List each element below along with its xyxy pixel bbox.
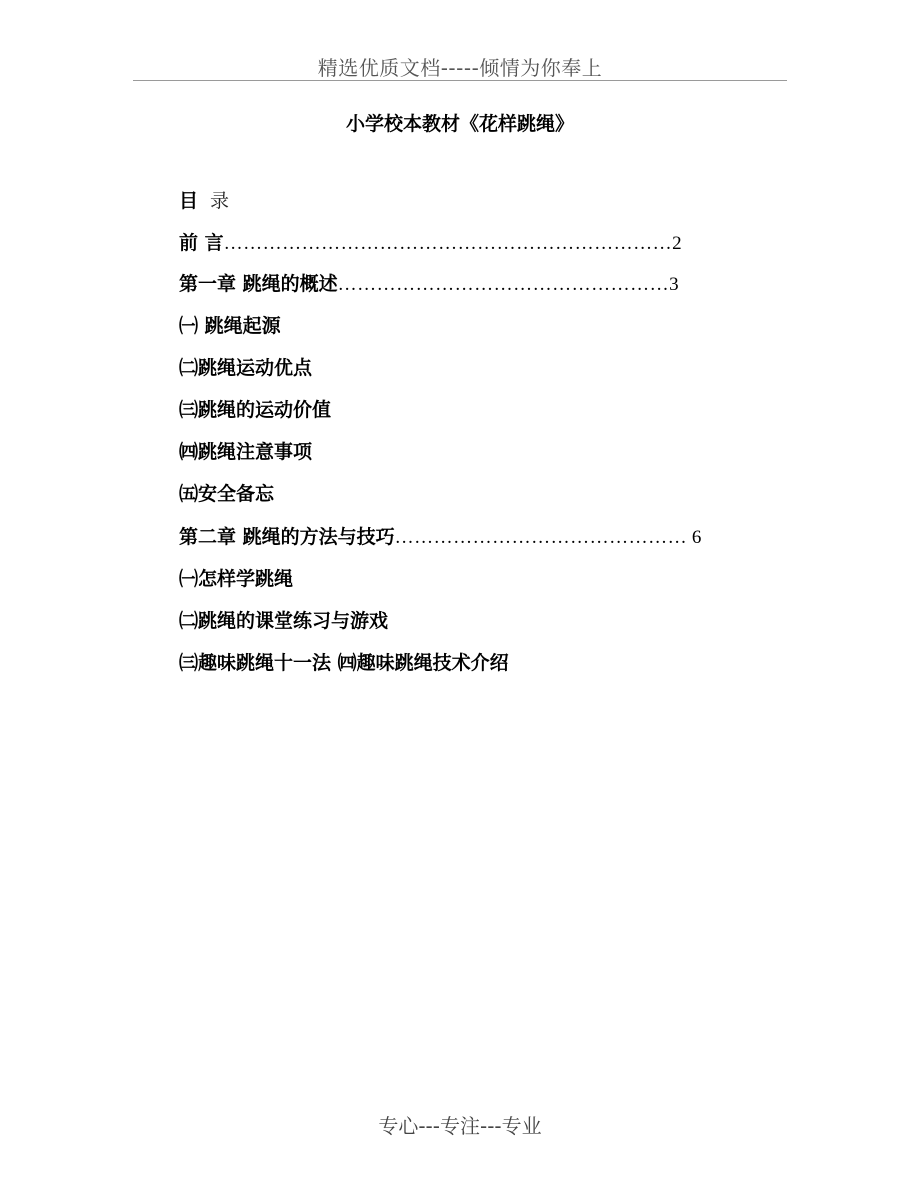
- toc-leader: ………………………………………: [394, 527, 688, 548]
- toc-entry-label: 第二章 跳绳的方法与技巧: [179, 526, 395, 548]
- toc-entry-label: ㈡跳绳运动优点: [179, 357, 313, 379]
- toc-entry-label: ㈠ 跳绳起源: [179, 315, 281, 337]
- toc-heading-part1: 目: [179, 190, 199, 212]
- toc-heading: [179, 186, 229, 213]
- toc-entry-label: ㈣跳绳注意事项: [179, 441, 313, 463]
- toc-entry-chapter-1[interactable]: [179, 272, 679, 297]
- toc-page-number: 2: [672, 233, 682, 254]
- toc-entry-section[interactable]: [179, 398, 331, 422]
- toc-entry-preface[interactable]: [179, 231, 682, 256]
- toc-entry-chapter-2[interactable]: [179, 525, 701, 550]
- toc-entry-section[interactable]: [179, 440, 312, 464]
- header-rule: [133, 80, 787, 81]
- toc-entry-section[interactable]: [179, 482, 274, 506]
- toc-entry-label: 第一章 跳绳的概述: [179, 273, 338, 295]
- toc-page-number: 6: [687, 527, 702, 548]
- toc-leader: ……………………………………………: [337, 274, 670, 295]
- toc-entry-label: 前 言: [179, 232, 224, 254]
- document-title: 小学校本教材《花样跳绳》: [345, 113, 574, 135]
- toc-entry-section[interactable]: [179, 609, 388, 633]
- toc-entry-label: ㈠怎样学跳绳: [179, 568, 294, 590]
- toc-entry-section[interactable]: [179, 651, 509, 675]
- toc-entry-section[interactable]: [179, 567, 293, 591]
- toc-entry-label: ㈢趣味跳绳十一法 ㈣趣味跳绳技术介绍: [179, 652, 509, 674]
- toc-heading-part2: 录: [210, 190, 230, 212]
- page-header: 精选优质文档-----倾情为你奉上: [317, 56, 603, 80]
- toc-entry-label: ㈤安全备忘: [179, 483, 275, 505]
- toc-page-number: 3: [669, 274, 679, 295]
- toc-entry-label: ㈢跳绳的运动价值: [179, 399, 332, 421]
- toc-entry-section[interactable]: [179, 356, 312, 380]
- toc-entry-label: ㈡跳绳的课堂练习与游戏: [179, 610, 389, 632]
- toc-entry-section[interactable]: [179, 314, 281, 338]
- page-footer: 专心---专注---专业: [378, 1114, 542, 1138]
- toc-leader: ……………………………………………………………: [223, 233, 673, 254]
